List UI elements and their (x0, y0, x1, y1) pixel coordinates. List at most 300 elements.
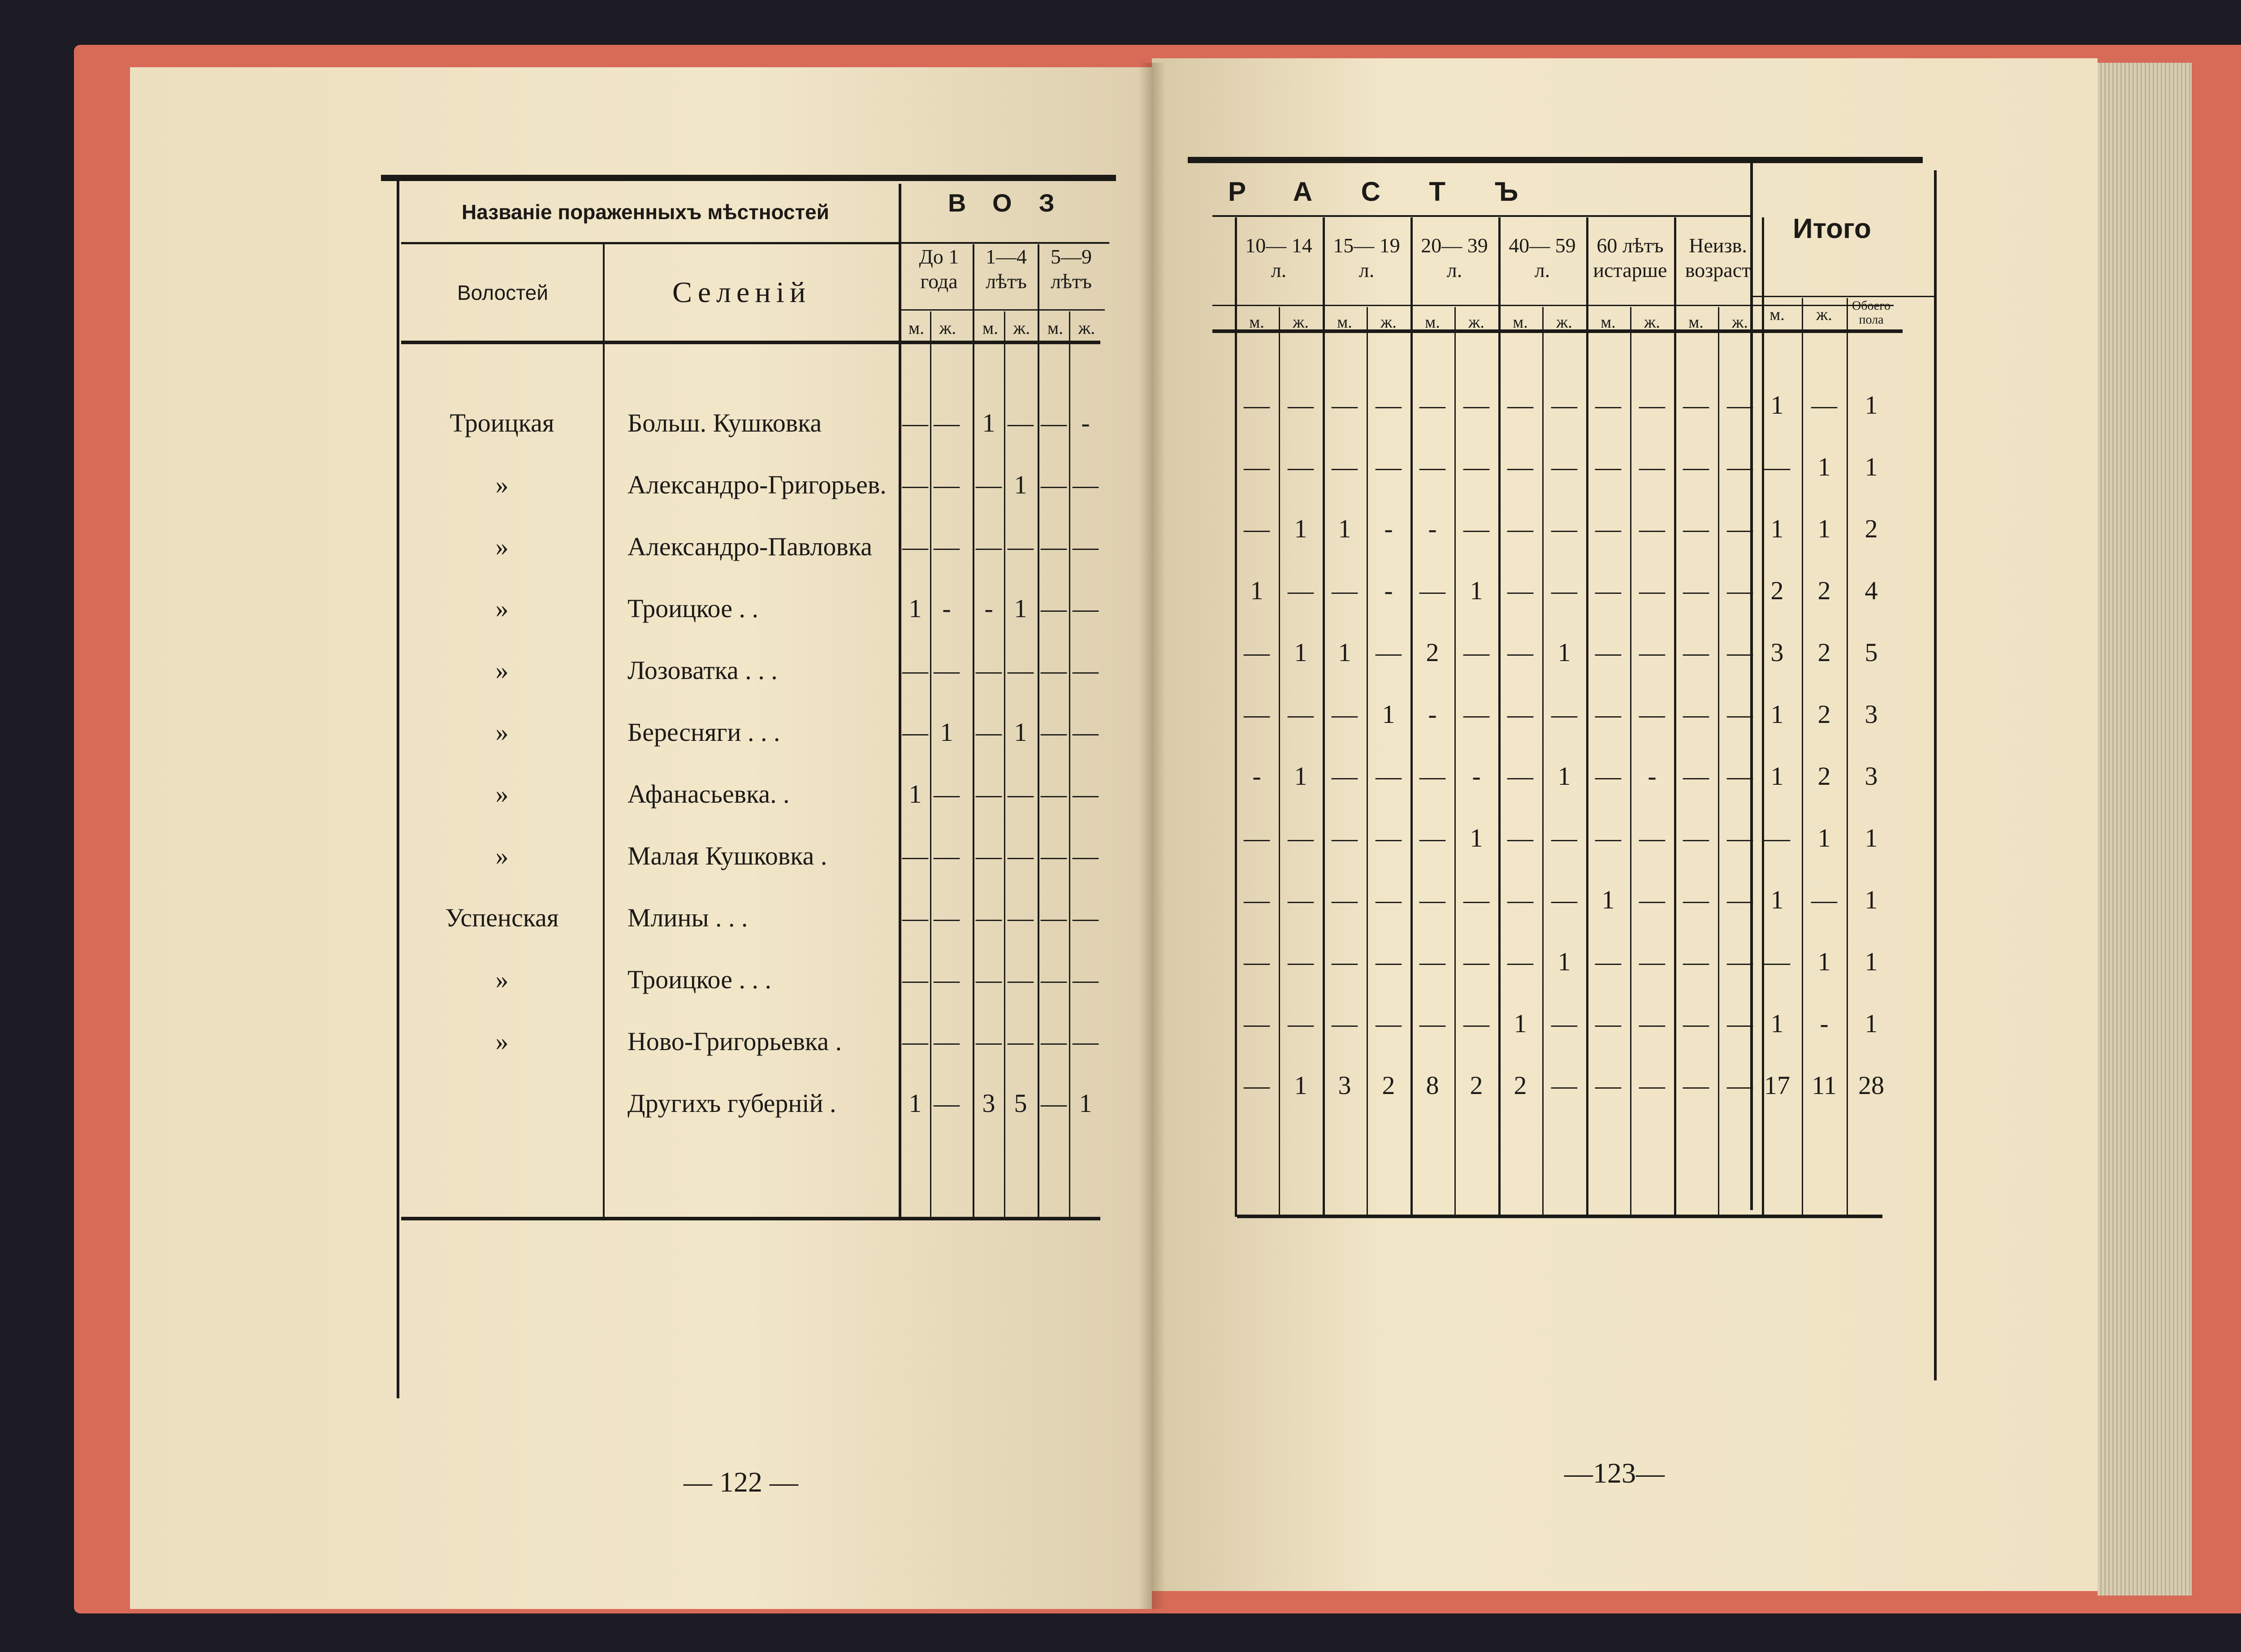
total-cell: 1 (1865, 1009, 1878, 1038)
value-cell: — (1041, 594, 1067, 623)
value-cell: — (1041, 532, 1067, 561)
selo-cell: Александро-Григорьев. (627, 470, 887, 499)
total-cell: 1 (1770, 885, 1784, 914)
total-cell: — (1764, 823, 1790, 852)
value-cell: — (1332, 576, 1358, 605)
value-cell: — (1639, 390, 1665, 419)
value-cell: 2 (1426, 638, 1439, 667)
value-cell: — (1041, 841, 1067, 870)
value-cell: — (902, 1027, 928, 1056)
total-cell: 28 (1858, 1071, 1884, 1100)
value-cell: — (1683, 576, 1709, 605)
value-cell: — (1288, 452, 1314, 481)
value-cell: — (1595, 700, 1621, 729)
value-cell: — (1507, 947, 1533, 976)
value-cell: — (934, 532, 960, 561)
volost-cell: » (495, 841, 509, 870)
total-cell: 1 (1865, 947, 1878, 976)
selo-cell: Бересняги . . . (627, 718, 780, 747)
value-cell: — (1727, 947, 1753, 976)
col-divider-b (1004, 311, 1005, 1217)
value-cell: — (1639, 823, 1665, 852)
sex-label: ж. (1556, 313, 1572, 332)
value-cell: — (934, 965, 960, 994)
total-sex-label: м. (1769, 305, 1785, 324)
col-divider-volost (603, 244, 605, 1217)
total-cell: 1 (1865, 452, 1878, 481)
value-cell: 1 (909, 779, 922, 809)
sex-label: м. (982, 318, 999, 338)
value-cell: 5 (1014, 1089, 1027, 1118)
table-bottom-rule (401, 1217, 1100, 1220)
total-cell: 5 (1865, 638, 1878, 667)
total-sex-label: ж. (1816, 305, 1832, 324)
total-cell: 17 (1764, 1071, 1790, 1100)
value-cell: — (1507, 823, 1533, 852)
value-cell: — (1073, 841, 1099, 870)
value-cell: — (902, 965, 928, 994)
value-cell: 1 (1014, 470, 1027, 499)
value-cell: — (1008, 408, 1034, 437)
value-cell: — (1727, 638, 1753, 667)
age-header: Неизв. возраст (1685, 234, 1751, 282)
col-divider-a (930, 311, 931, 1217)
value-cell: — (934, 779, 960, 809)
value-cell: 3 (1338, 1071, 1351, 1100)
total-cell: — (1764, 452, 1790, 481)
top-rule-right (1188, 157, 1923, 163)
value-cell: — (1419, 947, 1445, 976)
value-cell: — (1376, 761, 1402, 791)
value-cell: — (1639, 452, 1665, 481)
value-cell: — (976, 656, 1002, 685)
sex-label: ж. (1078, 318, 1095, 338)
sex-label: м. (1249, 313, 1264, 332)
value-cell: — (902, 656, 928, 685)
value-cell: — (1639, 1009, 1665, 1038)
total-cell: 2 (1865, 514, 1878, 543)
value-cell: — (1507, 452, 1533, 481)
table-bottom-rule-right (1237, 1215, 1882, 1218)
value-cell: 2 (1514, 1071, 1527, 1100)
value-cell: 8 (1426, 1071, 1439, 1100)
total-sex-label: Обоего пола (1852, 299, 1891, 327)
value-cell: — (976, 903, 1002, 932)
value-cell: — (1376, 1009, 1402, 1038)
value-cell: — (1551, 823, 1577, 852)
value-cell: — (976, 532, 1002, 561)
value-cell: — (1551, 576, 1577, 605)
value-cell: — (934, 903, 960, 932)
value-cell: 1 (982, 408, 995, 437)
sex-label: ж. (1293, 313, 1309, 332)
sex-label: ж. (939, 318, 956, 338)
value-cell: — (1288, 1009, 1314, 1038)
value-cell: 1 (909, 1089, 922, 1118)
value-cell: - (1428, 514, 1437, 543)
selo-cell: Лозоватка . . . (627, 656, 778, 685)
sex-label: ж. (1380, 313, 1397, 332)
total-cell: 1 (1817, 947, 1831, 976)
selo-cell: Александро-Павловка (627, 532, 872, 561)
value-cell: 1 (1601, 885, 1615, 914)
value-cell: — (1639, 885, 1665, 914)
value-cell: 3 (982, 1089, 995, 1118)
value-cell: — (976, 841, 1002, 870)
total-cell: 2 (1817, 761, 1831, 791)
value-cell: — (1639, 700, 1665, 729)
value-cell: — (1507, 638, 1533, 667)
value-cell: — (1595, 1071, 1621, 1100)
value-cell: — (1244, 452, 1270, 481)
value-cell: — (1595, 576, 1621, 605)
volost-cell: » (495, 470, 509, 499)
value-cell: — (1595, 823, 1621, 852)
value-cell: — (1376, 823, 1402, 852)
total-cell: - (1820, 1009, 1829, 1038)
value-cell: — (1041, 408, 1067, 437)
value-cell: — (1595, 452, 1621, 481)
total-cell: 1 (1817, 514, 1831, 543)
age-header-2: 5—9 лѣтъ (1051, 245, 1092, 293)
total-cell: 2 (1817, 638, 1831, 667)
total-cell: 1 (1770, 390, 1784, 419)
value-cell: — (1244, 514, 1270, 543)
group-label-voz: ВОЗ (948, 189, 1082, 217)
value-cell: — (1288, 390, 1314, 419)
sex-label: м. (1601, 313, 1616, 332)
value-cell: — (1551, 514, 1577, 543)
value-cell: — (1073, 470, 1099, 499)
sex-label: м. (1688, 313, 1704, 332)
value-cell: — (1683, 885, 1709, 914)
value-cell: 1 (1294, 761, 1307, 791)
value-cell: 2 (1470, 1071, 1483, 1100)
value-cell: — (1551, 1009, 1577, 1038)
total-cell: 1 (1817, 823, 1831, 852)
age-header: 15— 19 л. (1333, 234, 1400, 282)
value-cell: 1 (1338, 638, 1351, 667)
value-cell: 1 (1338, 514, 1351, 543)
value-cell: — (1683, 452, 1709, 481)
total-cell: 1 (1770, 514, 1784, 543)
value-cell: — (1073, 903, 1099, 932)
col-header-selo: Селеній (672, 276, 811, 309)
value-cell: — (1551, 1071, 1577, 1100)
value-cell: — (1507, 390, 1533, 419)
col-divider-c (1069, 311, 1070, 1217)
value-cell: - (942, 594, 951, 623)
value-cell: — (1551, 452, 1577, 481)
total-cell: 1 (1770, 1009, 1784, 1038)
value-cell: — (1595, 761, 1621, 791)
left-page (130, 67, 1152, 1609)
header-bottom-rule (401, 341, 1100, 344)
value-cell: — (1008, 903, 1034, 932)
total-cell: 1 (1865, 885, 1878, 914)
value-cell: 1 (1079, 1089, 1092, 1118)
value-cell: — (1376, 885, 1402, 914)
value-cell: — (1551, 885, 1577, 914)
value-cell: — (934, 1027, 960, 1056)
value-cell: - (1252, 761, 1261, 791)
value-cell: — (934, 841, 960, 870)
value-cell: 1 (1470, 823, 1483, 852)
value-cell: — (1041, 470, 1067, 499)
value-cell: — (1073, 1027, 1099, 1056)
value-cell: — (1683, 947, 1709, 976)
value-cell: — (1288, 700, 1314, 729)
total-cell: 1 (1770, 700, 1784, 729)
value-cell: — (1683, 390, 1709, 419)
value-cell: 1 (1382, 700, 1395, 729)
total-cell: 1 (1865, 823, 1878, 852)
age-header-0: До 1 года (919, 245, 959, 293)
value-cell: — (1244, 947, 1270, 976)
value-cell: — (1551, 390, 1577, 419)
left-border (397, 175, 399, 1398)
total-cell: 2 (1817, 576, 1831, 605)
value-cell: — (1041, 965, 1067, 994)
volost-cell: » (495, 656, 509, 685)
value-cell: — (1639, 638, 1665, 667)
value-cell: - (984, 594, 993, 623)
volost-cell: » (495, 779, 509, 809)
value-cell: - (1081, 408, 1090, 437)
value-cell: — (1073, 656, 1099, 685)
value-cell: 1 (1557, 638, 1571, 667)
total-cell: — (1811, 885, 1837, 914)
value-cell: — (1507, 885, 1533, 914)
value-cell: — (1419, 761, 1445, 791)
value-cell: — (1041, 1027, 1067, 1056)
value-cell: — (934, 656, 960, 685)
value-cell: — (1727, 390, 1753, 419)
right-border (1934, 170, 1937, 1380)
volost-cell: » (495, 965, 509, 994)
value-cell: — (1727, 514, 1753, 543)
value-cell: — (1595, 947, 1621, 976)
value-cell: 1 (1294, 514, 1307, 543)
value-cell: — (934, 470, 960, 499)
sex-label: м. (908, 318, 925, 338)
value-cell: — (1332, 1009, 1358, 1038)
sex-label: ж. (1013, 318, 1030, 338)
page-number-left: — 122 — (684, 1466, 798, 1498)
value-cell: — (902, 903, 928, 932)
value-cell: — (1008, 965, 1034, 994)
sex-label: м. (1047, 318, 1064, 338)
age-header: 40— 59 л. (1509, 234, 1576, 282)
value-cell: — (1073, 594, 1099, 623)
selo-cell: Другихъ губерній . (627, 1089, 836, 1118)
age-header: 10— 14 л. (1245, 234, 1312, 282)
value-cell: — (1727, 576, 1753, 605)
value-cell: — (1041, 656, 1067, 685)
value-cell: — (1008, 656, 1034, 685)
volost-cell: Успенская (445, 903, 559, 932)
value-cell: — (1463, 452, 1489, 481)
value-cell: — (1683, 761, 1709, 791)
value-cell: — (976, 470, 1002, 499)
value-cell: — (1332, 390, 1358, 419)
value-cell: — (1595, 1009, 1621, 1038)
total-sex-rule (1752, 296, 1936, 297)
selo-cell: Млины . . . (627, 903, 748, 932)
value-cell: — (1683, 1071, 1709, 1100)
value-cell: — (1376, 638, 1402, 667)
value-cell: 1 (940, 718, 953, 747)
value-cell: — (1073, 718, 1099, 747)
value-cell: — (1041, 903, 1067, 932)
value-cell: 1 (1557, 947, 1571, 976)
value-cell: 1 (1294, 1071, 1307, 1100)
page-number-right: —123— (1564, 1457, 1665, 1489)
value-cell: — (1683, 638, 1709, 667)
value-cell: — (1376, 947, 1402, 976)
volost-cell: » (495, 532, 509, 561)
volost-cell: » (495, 594, 509, 623)
total-cell: 3 (1770, 638, 1784, 667)
value-cell: - (1384, 514, 1393, 543)
age-header-1: 1—4 лѣтъ (986, 245, 1027, 293)
col-divider-selo (899, 184, 901, 1219)
total-cell: — (1764, 947, 1790, 976)
value-cell: — (1595, 514, 1621, 543)
value-cell: — (1288, 947, 1314, 976)
value-cell: 1 (1514, 1009, 1527, 1038)
value-cell: — (1595, 390, 1621, 419)
value-cell: — (976, 779, 1002, 809)
value-cell: — (1463, 1009, 1489, 1038)
total-cell: 11 (1812, 1071, 1837, 1100)
value-cell: — (976, 718, 1002, 747)
total-cell: 1 (1817, 452, 1831, 481)
value-cell: - (1648, 761, 1657, 791)
book-gutter (1138, 63, 1165, 1609)
value-cell: — (1332, 700, 1358, 729)
age-rule (899, 242, 1109, 244)
value-cell: — (1008, 841, 1034, 870)
value-cell: — (1419, 576, 1445, 605)
value-cell: 2 (1382, 1071, 1395, 1100)
value-cell: — (902, 718, 928, 747)
sex-label: ж. (1732, 313, 1748, 332)
value-cell: — (1332, 885, 1358, 914)
value-cell: — (1727, 1009, 1753, 1038)
value-cell: — (1073, 532, 1099, 561)
selo-cell: Больш. Кушковка (627, 408, 822, 437)
value-cell: — (1332, 761, 1358, 791)
age-header: 60 лѣтъ истарше (1593, 234, 1667, 282)
value-cell: — (934, 1089, 960, 1118)
total-cell: 3 (1865, 761, 1878, 791)
volost-cell: » (495, 718, 509, 747)
value-cell: — (1463, 514, 1489, 543)
sex-label: м. (1337, 313, 1352, 332)
value-cell: — (1244, 1071, 1270, 1100)
value-cell: 1 (1294, 638, 1307, 667)
value-cell: — (1073, 965, 1099, 994)
value-cell: 1 (1470, 576, 1483, 605)
value-cell: — (1288, 823, 1314, 852)
total-cell: 4 (1865, 576, 1878, 605)
value-cell: — (1463, 700, 1489, 729)
value-cell: — (976, 1027, 1002, 1056)
value-cell: — (1639, 1071, 1665, 1100)
value-cell: 1 (1014, 718, 1027, 747)
value-cell: — (1507, 514, 1533, 543)
total-cell: 1 (1865, 390, 1878, 419)
total-cell: — (1811, 390, 1837, 419)
value-cell: — (1041, 779, 1067, 809)
sex-label: ж. (1644, 313, 1660, 332)
top-rule (381, 175, 1116, 181)
value-cell: — (1244, 390, 1270, 419)
selo-cell: Троицкое . . . (627, 965, 771, 994)
value-cell: - (1428, 700, 1437, 729)
value-cell: — (1463, 390, 1489, 419)
value-cell: 1 (1014, 594, 1027, 623)
selo-cell: Малая Кушковка . (627, 841, 827, 870)
title-rule (401, 242, 899, 244)
sex-label: м. (1425, 313, 1440, 332)
value-cell: — (1727, 700, 1753, 729)
value-cell: — (1463, 947, 1489, 976)
volost-cell: Троицкая (450, 408, 554, 437)
value-cell: 1 (909, 594, 922, 623)
value-cell: 1 (1557, 761, 1571, 791)
value-cell: — (976, 965, 1002, 994)
value-cell: — (1639, 576, 1665, 605)
value-cell: — (1244, 638, 1270, 667)
total-cell: 2 (1817, 700, 1831, 729)
value-cell: — (1376, 390, 1402, 419)
value-cell: — (1244, 823, 1270, 852)
value-cell: — (1419, 823, 1445, 852)
value-cell: — (1244, 1009, 1270, 1038)
total-cell: 3 (1865, 700, 1878, 729)
value-cell: — (1288, 885, 1314, 914)
group-label-rast: РАСТЪ (1228, 177, 1568, 207)
value-cell: — (1727, 452, 1753, 481)
selo-cell: Ново-Григорьевка . (627, 1027, 842, 1056)
value-cell: — (902, 470, 928, 499)
total-cell: 1 (1770, 761, 1784, 791)
sex-label: м. (1513, 313, 1528, 332)
age-header: 20— 39 л. (1421, 234, 1488, 282)
value-cell: - (1472, 761, 1481, 791)
col-header-volost: Волостей (457, 281, 549, 304)
value-cell: — (1727, 1071, 1753, 1100)
value-cell: — (1507, 761, 1533, 791)
value-cell: — (1332, 452, 1358, 481)
selo-cell: Троицкое . . (627, 594, 758, 623)
sex-rule (899, 309, 1105, 311)
selo-cell: Афанасьевка. . (627, 779, 790, 809)
group-rule-right (1212, 215, 1750, 217)
value-cell: — (1639, 947, 1665, 976)
value-cell: — (1507, 576, 1533, 605)
value-cell: — (902, 532, 928, 561)
value-cell: — (1683, 514, 1709, 543)
value-cell: — (1376, 452, 1402, 481)
value-cell: — (1727, 761, 1753, 791)
value-cell: — (1727, 885, 1753, 914)
value-cell: - (1384, 576, 1393, 605)
value-cell: 1 (1250, 576, 1263, 605)
value-cell: — (1683, 823, 1709, 852)
